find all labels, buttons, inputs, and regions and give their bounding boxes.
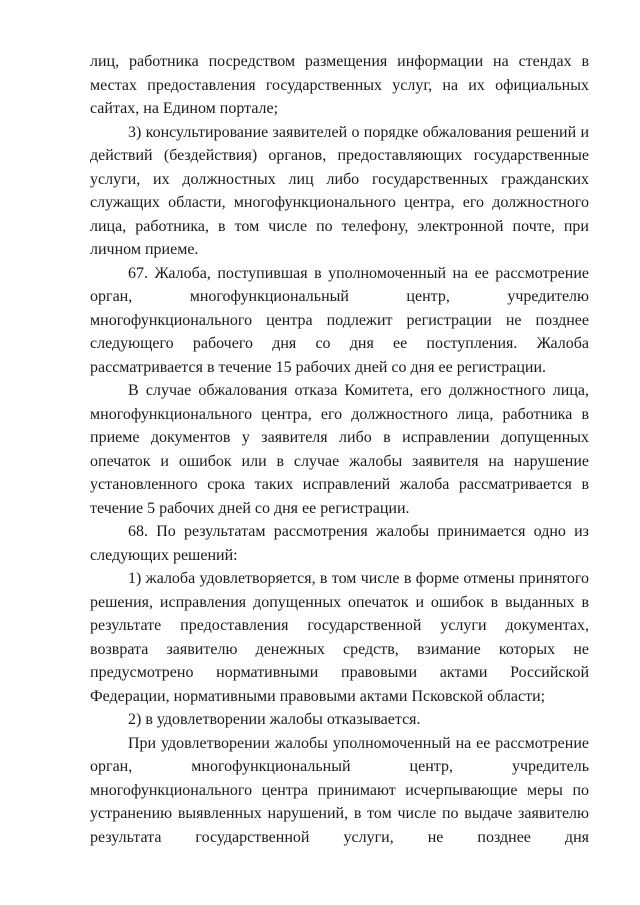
paragraph-decision-1: 1) жалоба удовлетворяется, в том числе в форме отмены принятого решения, исправления допущенных опечаток и ошибок в выданных в результате предоставления государственной услуги документах, возврата заявителю денежных средств, взимание которых не предусмотрено нормативными правовыми актами Российской Федерации, нормативными правовыми актами Псковской области; — [90, 570, 589, 705]
paragraph-appeal-refusal: В случае обжалования отказа Комитета, его должностного лица, многофункционального центра, его должностного лица, работника в приеме документов у заявителя либо в исправлении допущенных опечаток и ошибок или в случае жалобы заявителя на нарушение установленного срока таких исправлений жалоба рассматривается в течение 5 рабочих дней со дня ее регистрации. — [90, 382, 589, 517]
paragraph-decision-2: 2) в удовлетворении жалобы отказывается. — [128, 711, 421, 728]
paragraph-67: 67. Жалоба, поступившая в уполномоченный на ее рассмотрение орган, многофункциональный центр, учредителю многофункционального центра подлежит регистрации не позднее следующего рабочего дня со дня ее поступления. Жалоба рассматривается в течение 15 рабочих дней со дня ее регистрации. — [90, 264, 589, 376]
paragraph-satisfaction: При удовлетворении жалобы уполномоченный на ее рассмотрение орган, многофункциональный центр, учредитель многофункционального центра принимают исчерпывающие меры по устранению выявленных нарушений, в том числе по выдаче заявителю результата государственной услуги, не позднее дня — [90, 734, 589, 846]
paragraph-continuation: лиц, работника посредством размещения информации на стендах в местах предоставления государственных услуг, на их официальных сайтах, на Едином портале; — [90, 53, 589, 117]
paragraph-item-3: 3) консультирование заявителей о порядке обжалования решений и действий (бездействия) органов, предоставляющих государственные услуги, их должностных лиц либо государственных гражданских служащих области, многофункционального центра, его должностного лица, работника, в том числе по телефону, электронной почте, при личном приеме. — [90, 123, 589, 258]
paragraph-68: 68. По результатам рассмотрения жалобы принимается одно из следующих решений: — [90, 523, 589, 564]
document-page — [90, 50, 589, 849]
